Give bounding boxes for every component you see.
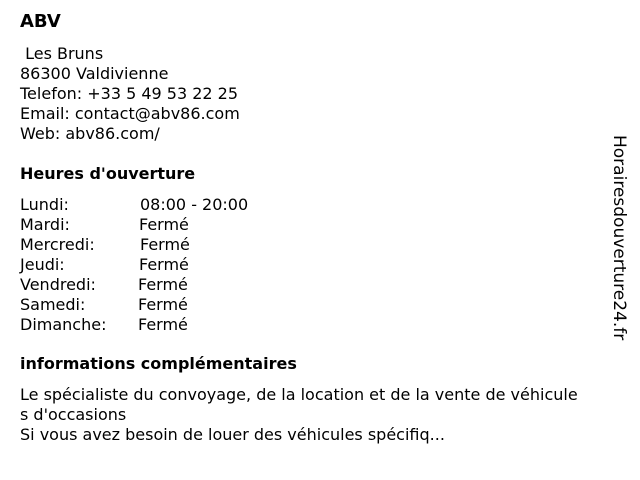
day-label: Dimanche: xyxy=(20,315,107,334)
day-label: Samedi: xyxy=(20,295,86,314)
day-hours: Fermé xyxy=(138,315,188,334)
watermark-text: Horairesdouverture24.fr xyxy=(609,135,629,341)
email-address: Email: contact@abv86.com xyxy=(20,104,240,123)
description-line: Si vous avez besoin de louer des véhicules spécifiq... xyxy=(20,425,445,444)
opening-hours-heading: Heures d'ouverture xyxy=(20,164,196,183)
business-description xyxy=(20,385,620,445)
day-hours: Fermé xyxy=(138,275,188,294)
day-hours: Fermé xyxy=(139,215,189,234)
contact-block xyxy=(20,44,240,144)
day-label: Jeudi: xyxy=(20,255,65,274)
description-line: s d'occasions xyxy=(20,405,127,424)
site-watermark xyxy=(608,135,634,345)
day-label: Mardi: xyxy=(20,215,70,234)
day-label: Lundi: xyxy=(20,195,69,214)
day-label: Mercredi: xyxy=(20,235,95,254)
business-name: ABV xyxy=(20,11,61,32)
additional-info-heading: informations complémentaires xyxy=(20,354,297,373)
day-hours: Fermé xyxy=(140,235,190,254)
day-hours: Fermé xyxy=(138,295,188,314)
address-city: 86300 Valdivienne xyxy=(20,64,169,83)
website: Web: abv86.com/ xyxy=(20,124,160,143)
day-hours: 08:00 - 20:00 xyxy=(140,195,249,214)
day-hours: Fermé xyxy=(139,255,189,274)
address-street: Les Bruns xyxy=(20,44,104,63)
day-label: Vendredi: xyxy=(20,275,96,294)
description-line: Le spécialiste du convoyage, de la location et de la vente de véhicule xyxy=(20,385,578,404)
phone-number: Telefon: +33 5 49 53 22 25 xyxy=(20,84,239,103)
